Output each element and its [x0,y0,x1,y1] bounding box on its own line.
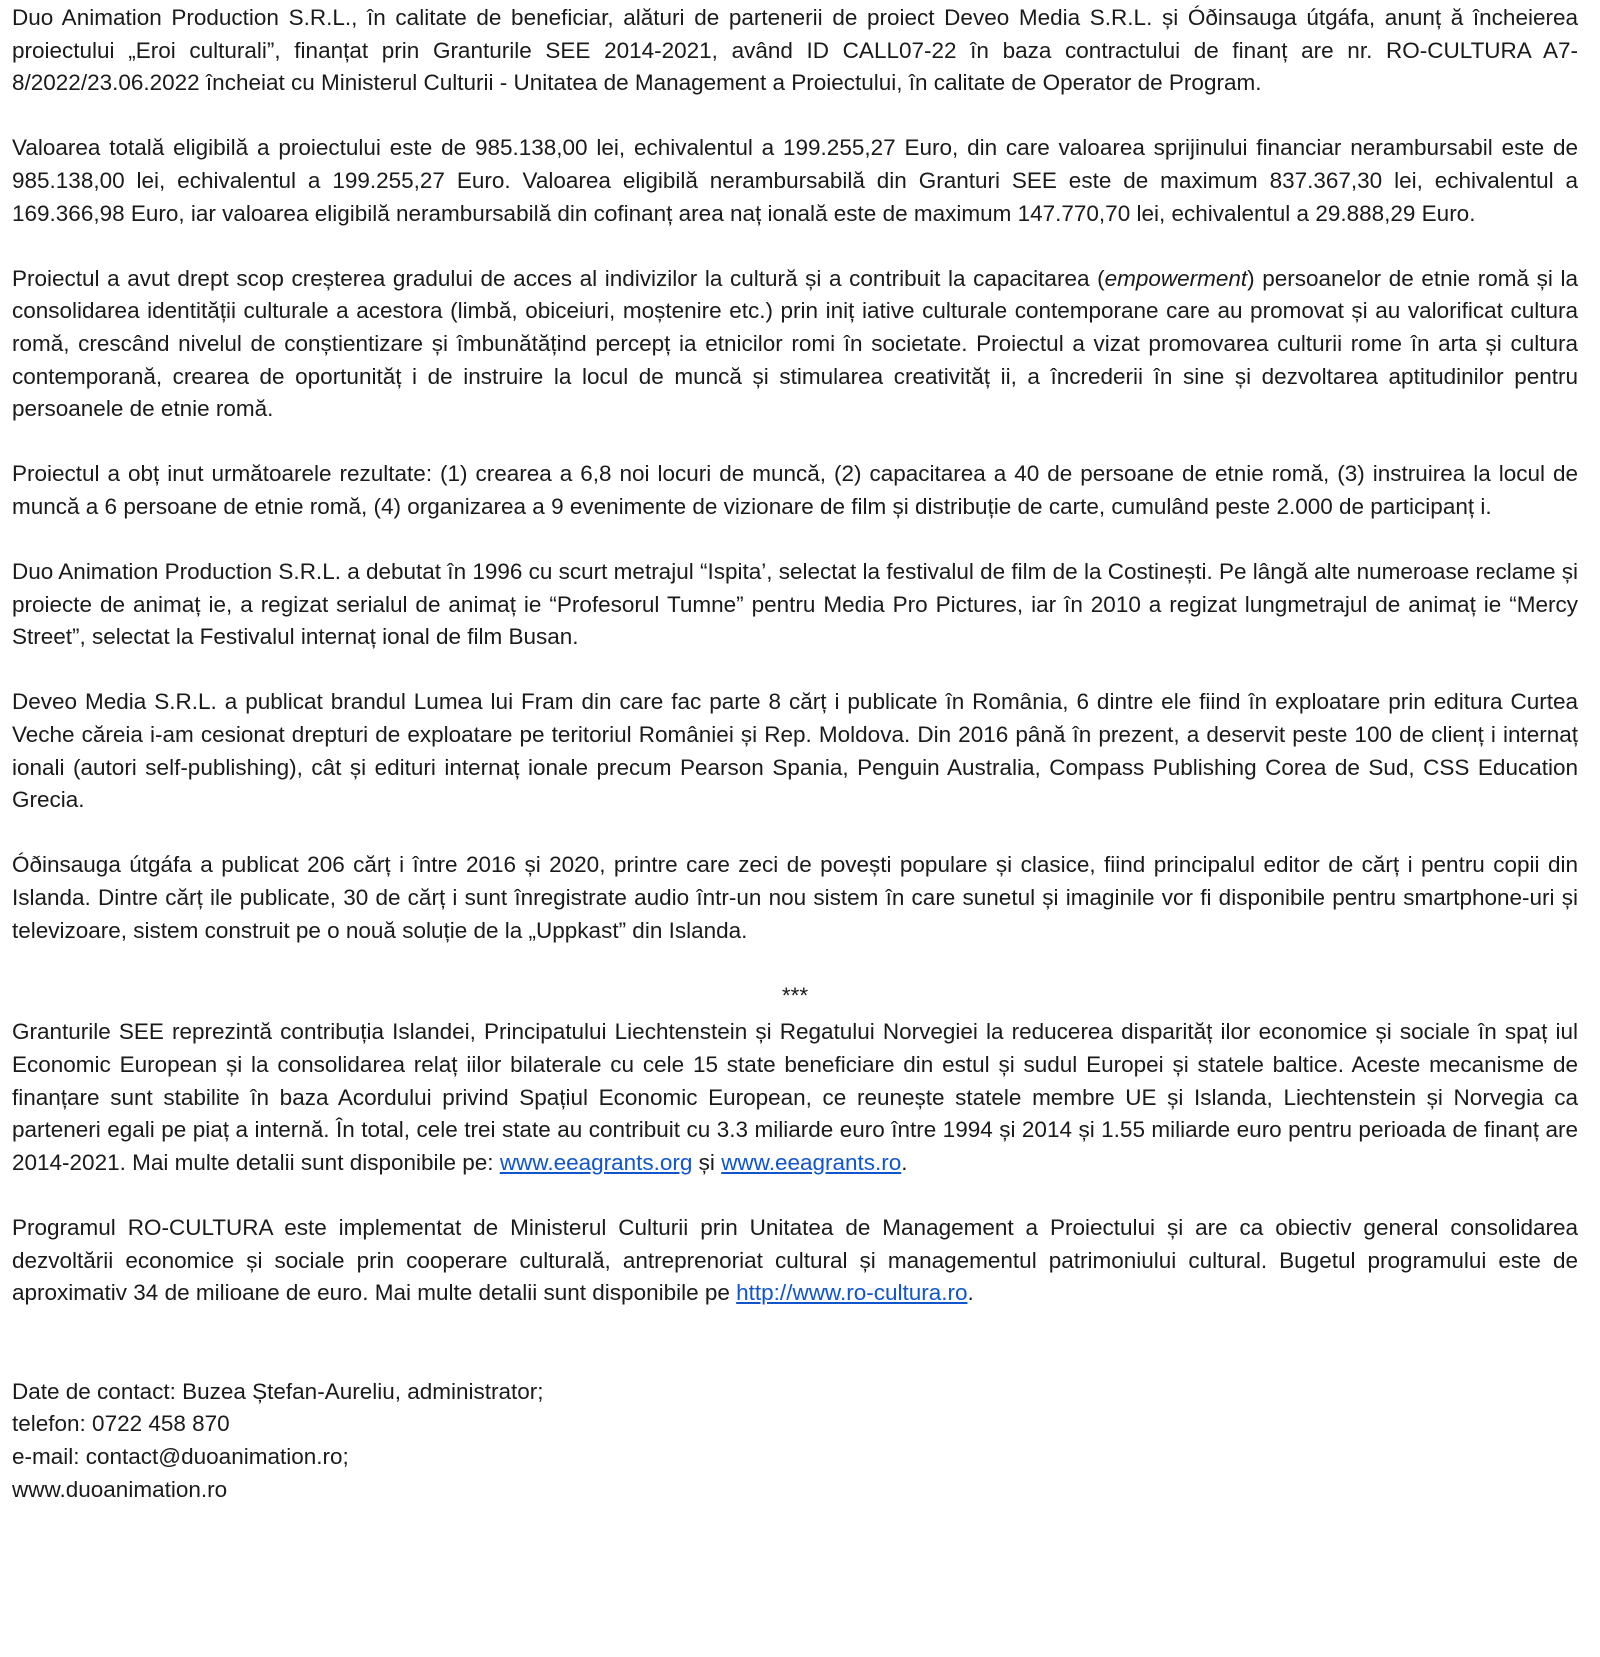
contact-block [12,1376,1578,1506]
eea-grants-conjunction: și [692,1149,722,1175]
paragraph-deveo-media: Deveo Media S.R.L. a publicat brandul Lumea lui Fram din care fac parte 8 cărț i publicate în România, 6 dintre ele fiind în exploatare prin editura Curtea Veche căreia i-am cesionat drepturi de exploatare pe teritoriul României și Rep. Moldova. Din 2016 până în prezent, a deservit peste 100 de clienț i internaț ionali (autori self-publishing), cât și edituri internaț ionale precum Pearson Spania, Penguin Australia, Compass Publishing Corea de Sud, CSS Education Grecia. [12,689,1578,813]
contact-phone: telefon: 0722 458 870 [12,1411,230,1437]
paragraph-odinsauga: Óðinsauga útgáfa a publicat 206 cărț i între 2016 și 2020, printre care zeci de povești populare și clasice, fiind principalul editor de cărț i pentru copii din Islanda. Dintre cărț ile publicate, 30 de cărț i sunt înregistrate audio într-un nou sistem în care sunetul și imaginile vor fi disponibile pentru smartphone-uri și televizoare, sistem construit pe o nouă soluție de la „Uppkast” din Islanda. [12,852,1578,943]
scope-text-before: Proiectul a avut drept scop creșterea gradului de acces al indivizilor la cultură și a contribuit la capacitarea ( [12,265,1105,291]
link-ro-cultura[interactable]: http://www.ro-cultura.ro [736,1280,968,1306]
contact-website: www.duoanimation.ro [12,1476,228,1502]
contact-email: e-mail: contact@duoanimation.ro; [12,1443,349,1469]
paragraph-results: Proiectul a obț inut următoarele rezultate: (1) crearea a 6,8 noi locuri de muncă, (2) capacitarea a 40 de persoane de etnie romă, (3) instruirea la locul de muncă a 6 persoane de etnie romă, (4) organizarea a 9 evenimente de vizionare de film și distribuție de carte, cumulând peste 2.000 de participanț i. [12,461,1578,519]
ro-cultura-end: . [967,1280,974,1306]
paragraph-project-value: Valoarea totală eligibilă a proiectului este de 985.138,00 lei, echivalentul a 199.255,27 Euro, din care valoarea sprijinului financiar nerambursabil este de 985.138,00 lei, echivalentul a 199.255,27 Euro. Valoarea eligibilă nerambursabilă din Granturi SEE este de maximum 837.367,30 lei, echivalentul a 169.366,98 Euro, iar valoarea eligibilă nerambursabilă din cofinanț area naț ională este de maximum 147.770,70 lei, echivalentul a 29.888,29 Euro. [12,135,1578,226]
section-separator: *** [781,982,809,1008]
paragraph-ro-cultura [12,1212,1578,1310]
eea-grants-text: Granturile SEE reprezintă contribuția Islandei, Principatului Liechtenstein și Regatului Norvegiei la reducerea disparităț ilor economice și sociale în spaț iul Economic European și la consolidarea relaț iilor bilaterale cu cele 15 state beneficiare din estul și sudul Europei și statele baltice. Aceste mecanisme de finanțare sunt stabilite în baza Acordului privind Spațiul Economic European, ce reunește statele membre UE și Islanda, Liechtenstein și Norvegia ca parteneri egali pe piaț a internă. În total, cele trei state au contribuit cu 3.3 miliarde euro între 1994 și 2014 și 1.55 miliarde euro pentru perioada de finanț are 2014-2021. Mai multe detalii sunt disponibile pe: [12,1019,1578,1175]
paragraph-announcement: Duo Animation Production S.R.L., în calitate de beneficiar, alături de partenerii de proiect Deveo Media S.R.L. și Óðinsauga útgáfa, anunț ă încheierea proiectului „Eroi culturali”, finanțat prin Granturile SEE 2014-2021, având ID CALL07-22 în baza contractului de finanț are nr. RO-CULTURA A7-8/2022/23.06.2022 încheiat cu Ministerul Culturii - Unitatea de Management a Proiectului, în calitate de Operator de Program. [12,5,1578,96]
eea-grants-end: . [901,1149,908,1175]
link-eeagrants-org[interactable]: www.eeagrants.org [499,1149,693,1175]
paragraph-project-scope [12,263,1578,426]
paragraph-eea-grants [12,1016,1578,1179]
paragraph-duo-animation: Duo Animation Production S.R.L. a debutat în 1996 cu scurt metrajul “Ispita’, selectat la festivalul de film de la Costinești. Pe lângă alte numeroase reclame și proiecte de animaț ie, a regizat serialul de animaț ie “Profesorul Tumne” pentru Media Pro Pictures, iar în 2010 a regizat lungmetrajul de animaț ie “Mercy Street”, selectat la Festivalul internaț ional de film Busan. [12,559,1578,650]
ro-cultura-text: Programul RO-CULTURA este implementat de Ministerul Culturii prin Unitatea de Management a Proiectului și are ca obiectiv general consolidarea dezvoltării economice și sociale prin cooperare culturală, antreprenoriat cultural și managementul patrimoniului cultural. Bugetul programului este de aproximativ 34 de milioane de euro. Mai multe detalii sunt disponibile pe [12,1214,1578,1306]
scope-emphasis: empowerment [1104,265,1248,291]
scope-text-after: ) persoanelor de etnie romă și la consolidarea identității culturale a acestora (limbă, obiceiuri, moștenire etc.) prin iniț iative culturale contemporane care au promovat și au valorificat cultura romă, crescând nivelul de conștientizare și îmbunătățind percepț ia etnicilor romi în societate. Proiectul a vizat promovarea culturii rome în arta și cultura contemporană, crearea de oportunităț i de instruire la locul de muncă și stimularea creativităț ii, a încrederii în sine și dezvoltarea aptitudinilor pentru persoanele de etnie romă. [12,265,1578,422]
contact-person: Date de contact: Buzea Ștefan-Aureliu, administrator; [12,1378,544,1404]
link-eeagrants-ro[interactable]: www.eeagrants.ro [721,1149,902,1175]
